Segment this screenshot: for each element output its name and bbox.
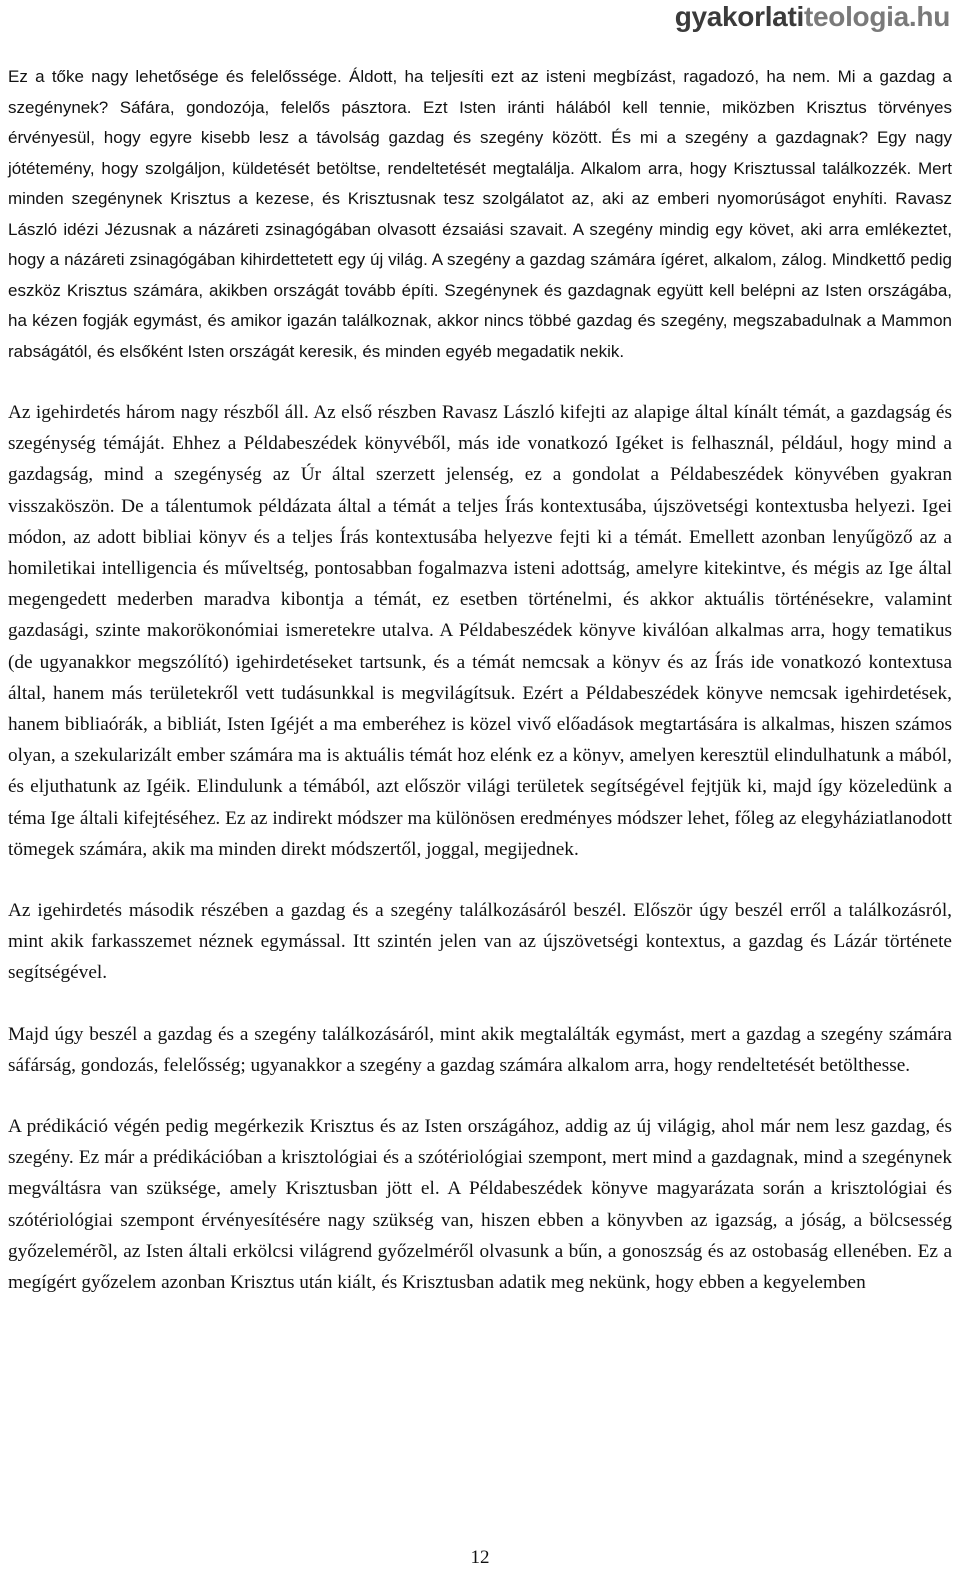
- paragraph-1: Ez a tőke nagy lehetősége és felelőssége. Áldott, ha teljesíti ezt az isteni megbízást, ragadozó, ha nem. Mi a gazdag a szegénynek? Sáfára, gondozója, felelős pásztora. Ezt Isten iránti hálából kell tennie, miközben Krisztus törvényes érvényesül, hogy egyre kisebb lesz a távolság gazdag és szegény között. És mi a szegény a gazdagnak? Egy nagy jótétemény, hogy szolgáljon, küldetését betöltse, rendeltetését megtalálja. Alkalom arra, hogy Krisztussal találkozzék. Mert minden szegénynek Krisztus a kezese, és Krisztusnak tesz szolgálatot az, aki az emberi nyomorúságot enyhíti. Ravasz László idézi Jézusnak a názáreti zsinagógában olvasott ézsaiási szavait. A szegény mindig egy követ, aki arra emlékeztet, hogy a názáreti zsinagógában kihirdettetett egy új világ. A szegény a gazdag számára ígéret, alkalom, zálog. Mindkettő pedig eszköz Krisztus számára, akikben országát tovább építi. Szegénynek és gazdagnak együtt kell belépni az Isten országába, ha kézen fogják egymást, és amikor igazán találkoznak, akkor nincs többé gazdag és szegény, megszabadulnak a Mammon rabságától, és elsőként Isten országát keresik, és minden egyéb megadatik nekik.: [8, 67, 952, 361]
- paragraph-3: Az igehirdetés második részében a gazdag és a szegény találkozásáról beszél. Először úgy beszél erről a találkozásról, mint akik farkasszemet néznek egymással. Itt szintén jelen van az újszövetségi kontextus, a gazdag és Lázár története segítségével.: [8, 900, 952, 984]
- paragraph-4: Majd úgy beszél a gazdag és a szegény találkozásáról, mint akik megtalálták egymást, mert a gazdag a szegény számára sáfárság, gondozás, felelősség; ugyanakkor a szegény a gazdag számára alkalom arra, hogy rendeltetését betölthesse.: [8, 1023, 952, 1076]
- site-logo-part-gyakorlati: gyakorlati: [674, 1, 804, 32]
- page-number: 12: [470, 1547, 490, 1568]
- document-body: [8, 62, 952, 1298]
- paragraph-2: Az igehirdetés három nagy részből áll. Az első részben Ravasz László kifejti az alapige által kínált témát, a gazdagság és szegénység témáját. Ehhez a Példabeszédek könyvéből, más ide vonatkozó Igéket is felhasznál, például, hogy mind a gazdagság, mind a szegénység az Úr által szerzett jelenség, ez a gondolat a Példabeszédek könyvében gyakran visszaköszön. De a tálentumok példázata által a témát a teljes Írás kontextusába, újszövetségi kontextusba helyezi. Igei módon, az adott bibliai könyv és a teljes Írás kontextusába helyezve fejti ki a témát. Emellett azonban lenyűgöző az a homiletikai intelligencia és műveltség, pontosabban fogalmazva isteni adottság, amelyre kitekintve, és mégis az Ige által megengedett mederben maradva kibontja a témát, ez esetben történelmi, és akkor aktuális történésekre, valamint gazdasági, szinte makorökonómiai ismeretekre utalva. A Példabeszédek könyve kiválóan alkalmas arra, hogy tematikus (de ugyanakkor megszólító) igehirdetéseket tartsunk, és a témát nemcsak a könyv és az Írás ide vonatkozó kontextusa által, hanem más területekről vett tudásunkkal is megvilágítsuk. Ezért a Példabeszédek könyve nemcsak igehirdetések, hanem bibliaórák, a bibliát, Isten Igéjét a ma emberéhez is közel vivő előadások megtartására is alkalmas, hiszen számos olyan, a szekularizált ember számára ma is aktuális témát hoz elénk ez a könyv, amelyen keresztül elindulhatunk a mából, és eljuthatunk az Igéik. Elindulunk a témából, azt először világi területek segítségével fejtjük ki, majd így közeledünk a téma Ige általi kifejtéséhez. Ez az indirekt módszer ma különösen eredményes módszer lehet, főleg az elegyháziatlanodott tömegek számára, akik ma minden direkt módszertől, joggal, megijednek.: [8, 402, 952, 860]
- site-logo-part-teologia: teologia.hu: [803, 1, 950, 32]
- paragraph-5: A prédikáció végén pedig megérkezik Krisztus és az Isten országához, addig az új világig, ahol már nem lesz gazdag, és szegény. Ez már a prédikációban a krisztológiai és a szótériológiai szempont, mert mind a gazdagnak, mind a szegénynek megváltásra van szüksége, amely Krisztusban jött el. A Példabeszédek könyve magyarázata során a krisztológiai és szótériológiai szempont érvényesítésére nagy szükség van, hiszen ebben a könyvben az igazság, a jóság, a bölcsesség győzelemérõl, az Isten általi erkölcsi világrend győzelméről olvasunk a bűn, a gonoszság és az ostobaság ellenében. Ez a megígért győzelem azonban Krisztus után kiált, és Krisztusban adatik meg nekünk, hogy ebben a kegyelemben: [8, 1116, 952, 1294]
- site-logo[interactable]: [675, 0, 950, 34]
